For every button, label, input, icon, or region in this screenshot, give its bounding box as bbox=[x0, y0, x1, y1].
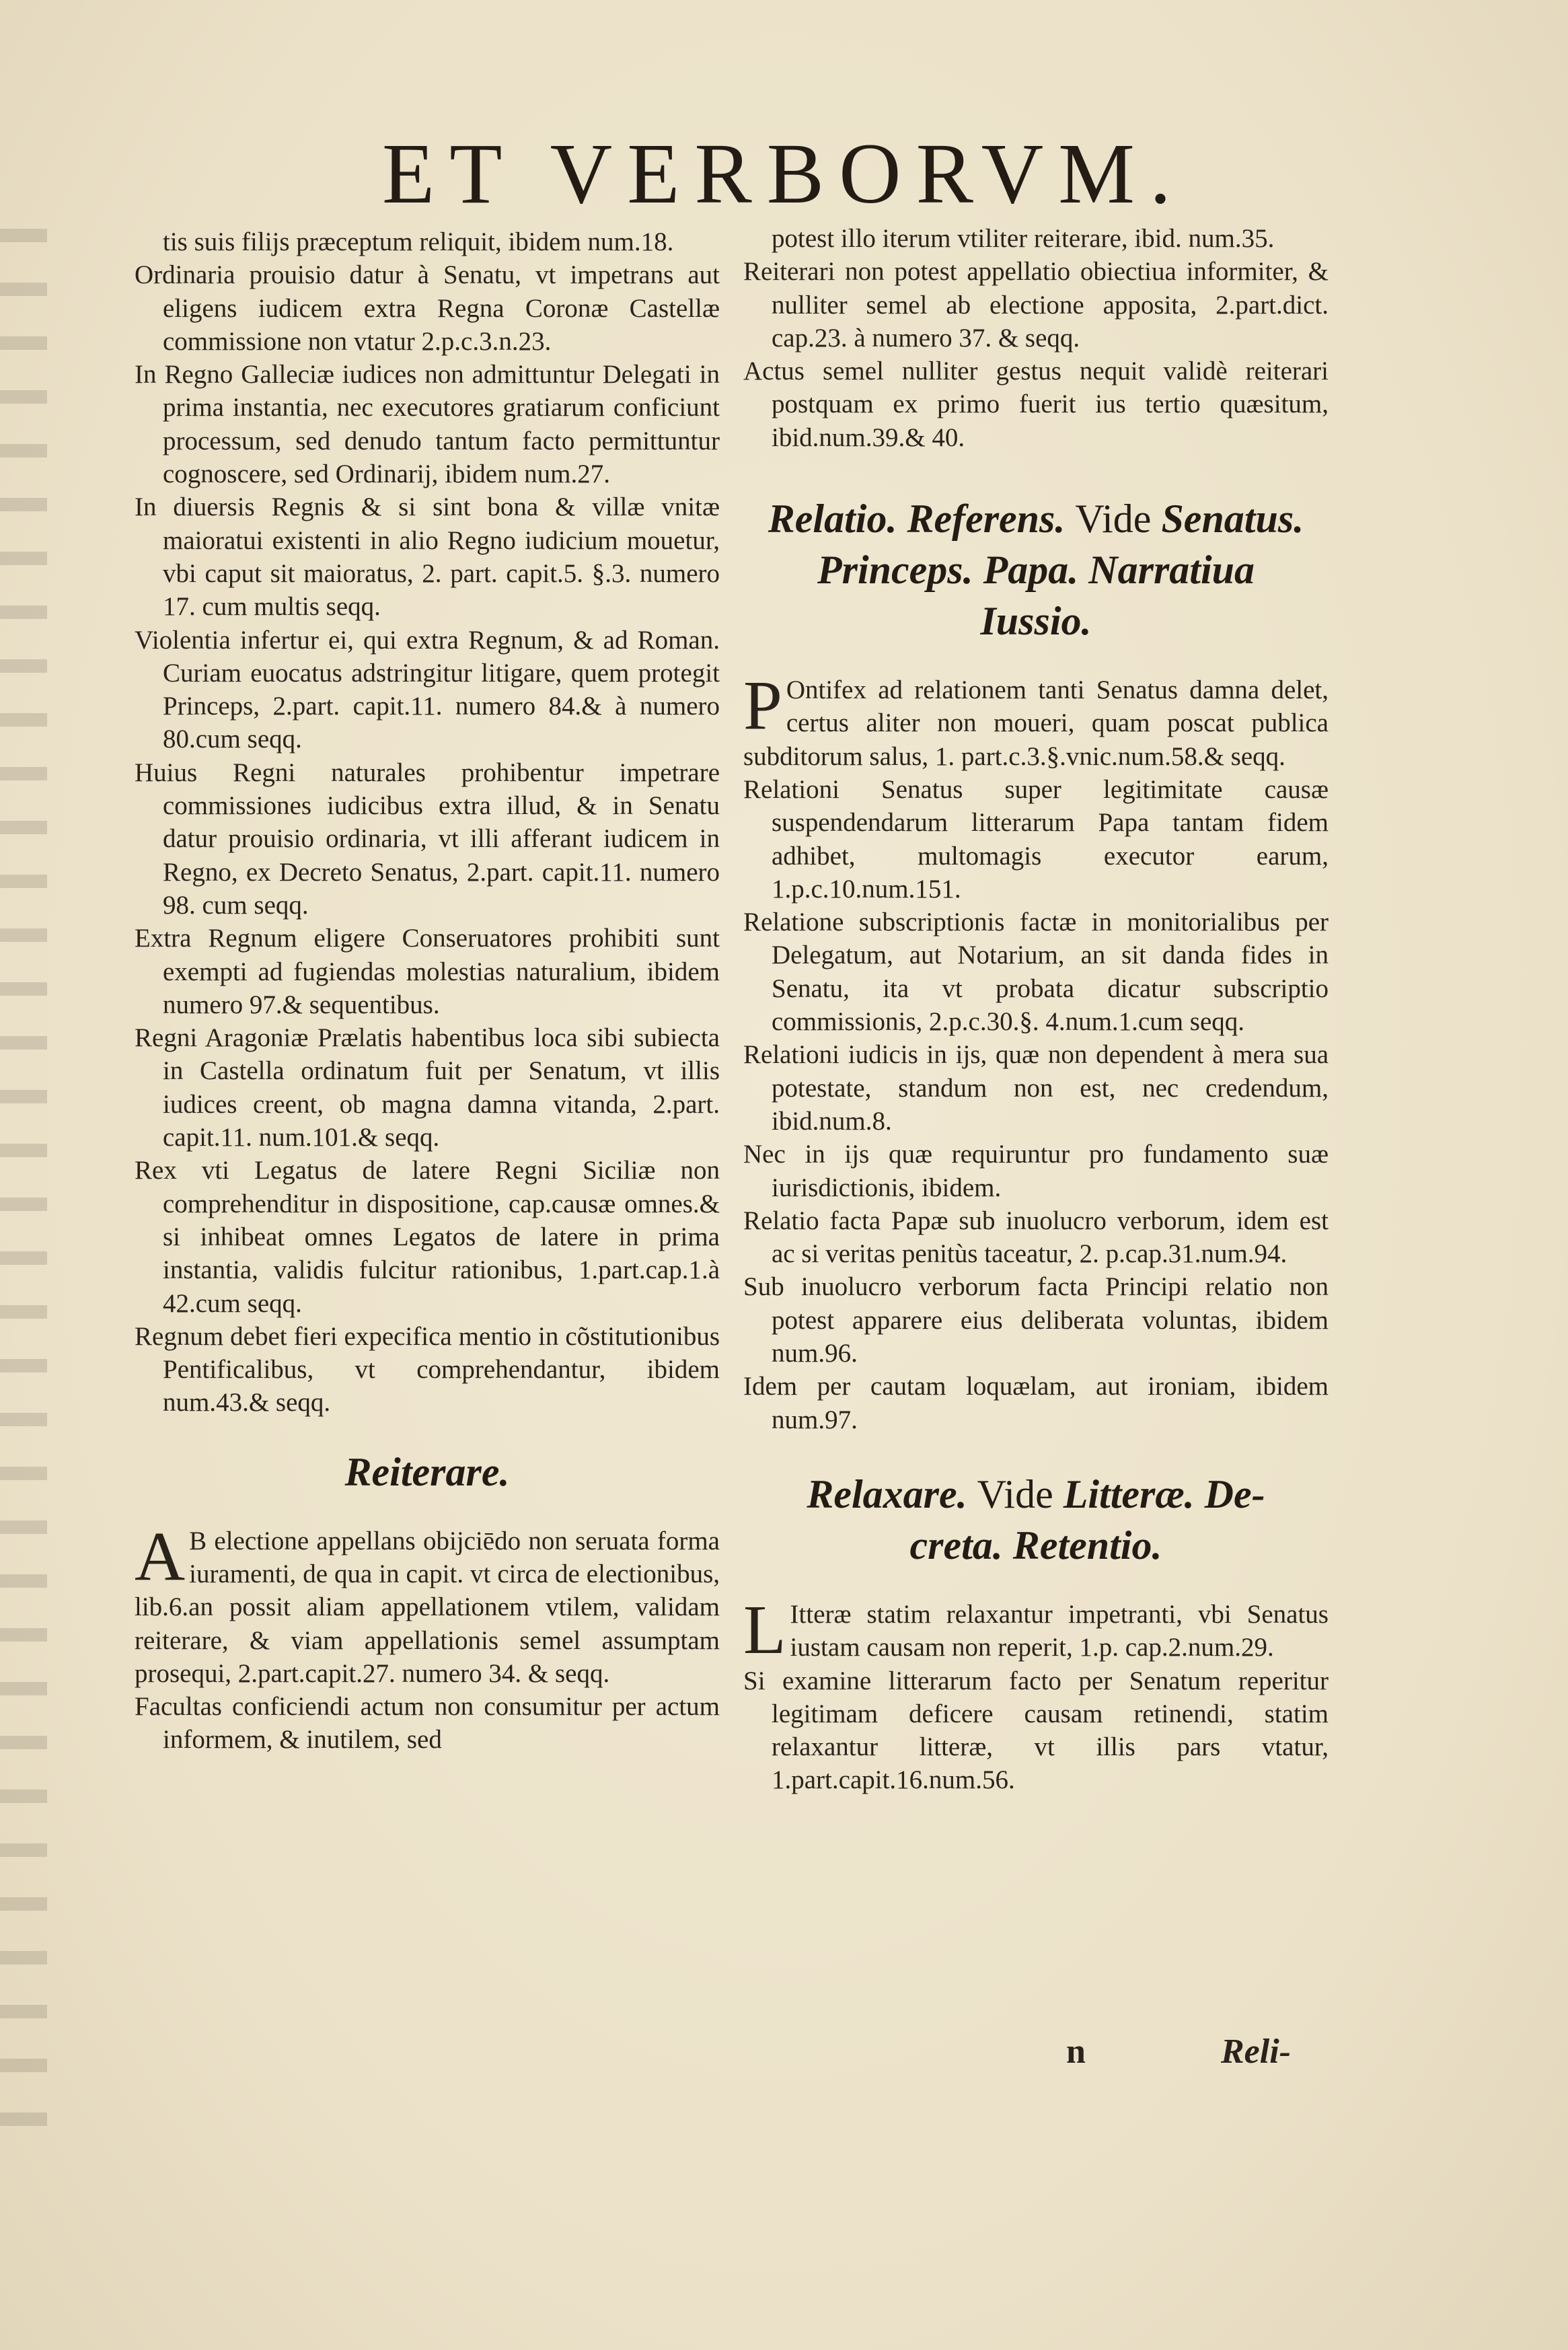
bleed-through-margin bbox=[0, 188, 47, 2139]
vide-word: Vide bbox=[977, 1471, 1053, 1516]
section-first-entry bbox=[743, 667, 1329, 773]
index-entry: Si examine litterarum facto per Senatum reperitur legitimam deficere causam retinendi, statim relaxantur litteræ, vt illis pars vtatur, 1.part.capit.16.num.56. bbox=[743, 1666, 1329, 1795]
index-entry: Relationi iudicis in ijs, quæ non dependent à mera sua potestate, standum non est, nec credendum, ibid.num.8. bbox=[743, 1040, 1329, 1136]
index-entry: Actus semel nulliter gestus nequit validè reiterari postquam ex primo fuerit ius tertio quæsitum, ibid.num.39.& 40. bbox=[743, 357, 1329, 452]
index-entry: tis suis filijs præceptum reliquit, ibidem num.18. bbox=[163, 227, 674, 256]
section-heading-relatio bbox=[743, 493, 1329, 647]
index-entry: Sub inuolucro verborum facta Principi relatio non potest apparere eius deliberata voluntas, ibidem num.96. bbox=[743, 1272, 1329, 1368]
index-entry: Violentia infertur ei, qui extra Regnum, & ad Roman. Curiam euocatus adstringitur litigare, quem protegit Princeps, 2.part. capit.11. numero 84.& à numero 80.cum seqq. bbox=[135, 625, 720, 754]
heading-part: Litteræ. De- bbox=[1063, 1471, 1265, 1516]
index-entry: Nec in ijs quæ requiruntur pro fundamento suæ iurisdictionis, ibidem. bbox=[743, 1140, 1329, 1202]
right-column bbox=[743, 222, 1329, 1797]
index-entry: Huius Regni naturales prohibentur impetrare commissiones iudicibus extra illud, & in Senatu datur prouisio ordinaria, vt illi afferant iudicem in Regno, ex Decreto Senatus, 2.part. capit.11. numero 98. cum seqq. bbox=[135, 758, 720, 920]
heading-part: Iussio. bbox=[980, 599, 1092, 644]
left-column bbox=[135, 225, 720, 1757]
vide-word: Vide bbox=[1075, 497, 1152, 542]
entry-text: Itteræ statim relaxantur impetranti, vbi Senatus iustam causam non reperit, 1.p. cap.2.num.29. bbox=[790, 1599, 1329, 1662]
running-header: ET VERBORVM. bbox=[382, 126, 1186, 221]
drop-cap: P bbox=[743, 667, 782, 745]
index-entry: Relationi Senatus super legitimitate causæ suspendendarum litterarum Papa tantam fidem adhibet, multomagis executor earum, 1.p.c.10.num.151. bbox=[743, 774, 1329, 904]
index-entry: Relatione subscriptionis factæ in monitorialibus per Delegatum, aut Notarium, an sit danda fides in Senatu, ita vt probata dicatur subscriptio commissionis, 2.p.c.30.§. 4.num.1.cum seqq. bbox=[743, 908, 1329, 1037]
index-entry: Ordinaria prouisio datur à Senatu, vt impetrans aut eligens iudicem extra Regna Coronæ Castellæ commissione non vtatur 2.p.c.3.n.23. bbox=[135, 260, 720, 356]
entry-text: B electione appellans obijciēdo non seruata forma iuramenti, de qua in capit. vt circa de electionibus, lib.6.an possit aliam appellationem vtilem, validam reiterare, & viam appellationis semel assumptam prosequi, 2.part.capit.27. numero 34. & seqq. bbox=[135, 1526, 720, 1688]
index-entry: Idem per cautam loquælam, aut ironiam, ibidem num.97. bbox=[743, 1372, 1329, 1434]
index-entry: In diuersis Regnis & si sint bona & villæ vnitæ maioratui existenti in alio Regno iudicium mouetur, vbi caput sit maioratus, 2. part. capit.5. §.3. numero 17. cum multis seqq. bbox=[135, 492, 720, 622]
heading-part: Princeps. Papa. Narratiua bbox=[817, 548, 1255, 593]
section-heading-relaxare bbox=[743, 1469, 1329, 1571]
heading-part: Relaxare. bbox=[807, 1471, 967, 1516]
signature-mark: n bbox=[1066, 2032, 1086, 2071]
entry-text: Ontifex ad relationem tanti Senatus damna delet, certus aliter non moueri, quam poscat publica subditorum salus, 1. part.c.3.§.vnic.num.58.& seqq. bbox=[743, 675, 1329, 771]
heading-part: Senatus. bbox=[1161, 497, 1304, 542]
catchword: Reli- bbox=[1221, 2032, 1291, 2071]
index-entry: Facultas conficiendi actum non consumitur per actum informem, & inutilem, sed bbox=[135, 1692, 720, 1755]
section-first-entry bbox=[743, 1590, 1329, 1668]
index-entry: Regni Aragoniæ Prælatis habentibus loca sibi subiecta in Castella ordinatum fuit per Senatum, vt illis iudices creent, ob magna damna vitanda, 2.part. capit.11. num.101.& seqq. bbox=[135, 1023, 720, 1152]
section-first-entry bbox=[135, 1517, 720, 1690]
index-entry: potest illo iterum vtiliter reiterare, ibid. num.35. bbox=[772, 224, 1275, 253]
index-entry: Extra Regnum eligere Conseruatores prohibiti sunt exempti ad fugiendas molestias naturalium, ibidem numero 97.& sequentibus. bbox=[135, 924, 720, 1019]
drop-cap: L bbox=[743, 1590, 786, 1668]
index-entry: Regnum debet fieri expecifica mentio in cõstitutionibus Pentificalibus, vt comprehendantur, ibidem num.43.& seqq. bbox=[135, 1321, 720, 1418]
heading-part: Relatio. Referens. bbox=[768, 497, 1066, 542]
index-entry: Relatio facta Papæ sub inuolucro verborum, idem est ac si veritas penitùs taceatur, 2. p.cap.31.num.94. bbox=[743, 1206, 1329, 1269]
index-entry: Rex vti Legatus de latere Regni Siciliæ non comprehenditur in dispositione, cap.causæ omnes.& si inhibeat omnes Legatos de latere in prima instantia, validis fulcitur rationibus, 1.part.cap.1.à 42.cum seqq. bbox=[135, 1156, 720, 1318]
section-heading-reiterare: Reiterare. bbox=[344, 1449, 510, 1494]
index-entry: Reiterari non potest appellatio obiectiua informiter, & nulliter semel ab electione apposita, 2.part.dict. cap.23. à numero 37. & seqq. bbox=[743, 257, 1329, 353]
heading-part: creta. Retentio. bbox=[909, 1522, 1162, 1568]
index-entry: In Regno Galleciæ iudices non admittuntur Delegati in prima instantia, nec executores gratiarum conficiunt processum, sed denudo tantum facto permittuntur cognoscere, sed Ordinarij, ibidem num.27. bbox=[135, 360, 720, 489]
drop-cap: A bbox=[135, 1517, 186, 1595]
